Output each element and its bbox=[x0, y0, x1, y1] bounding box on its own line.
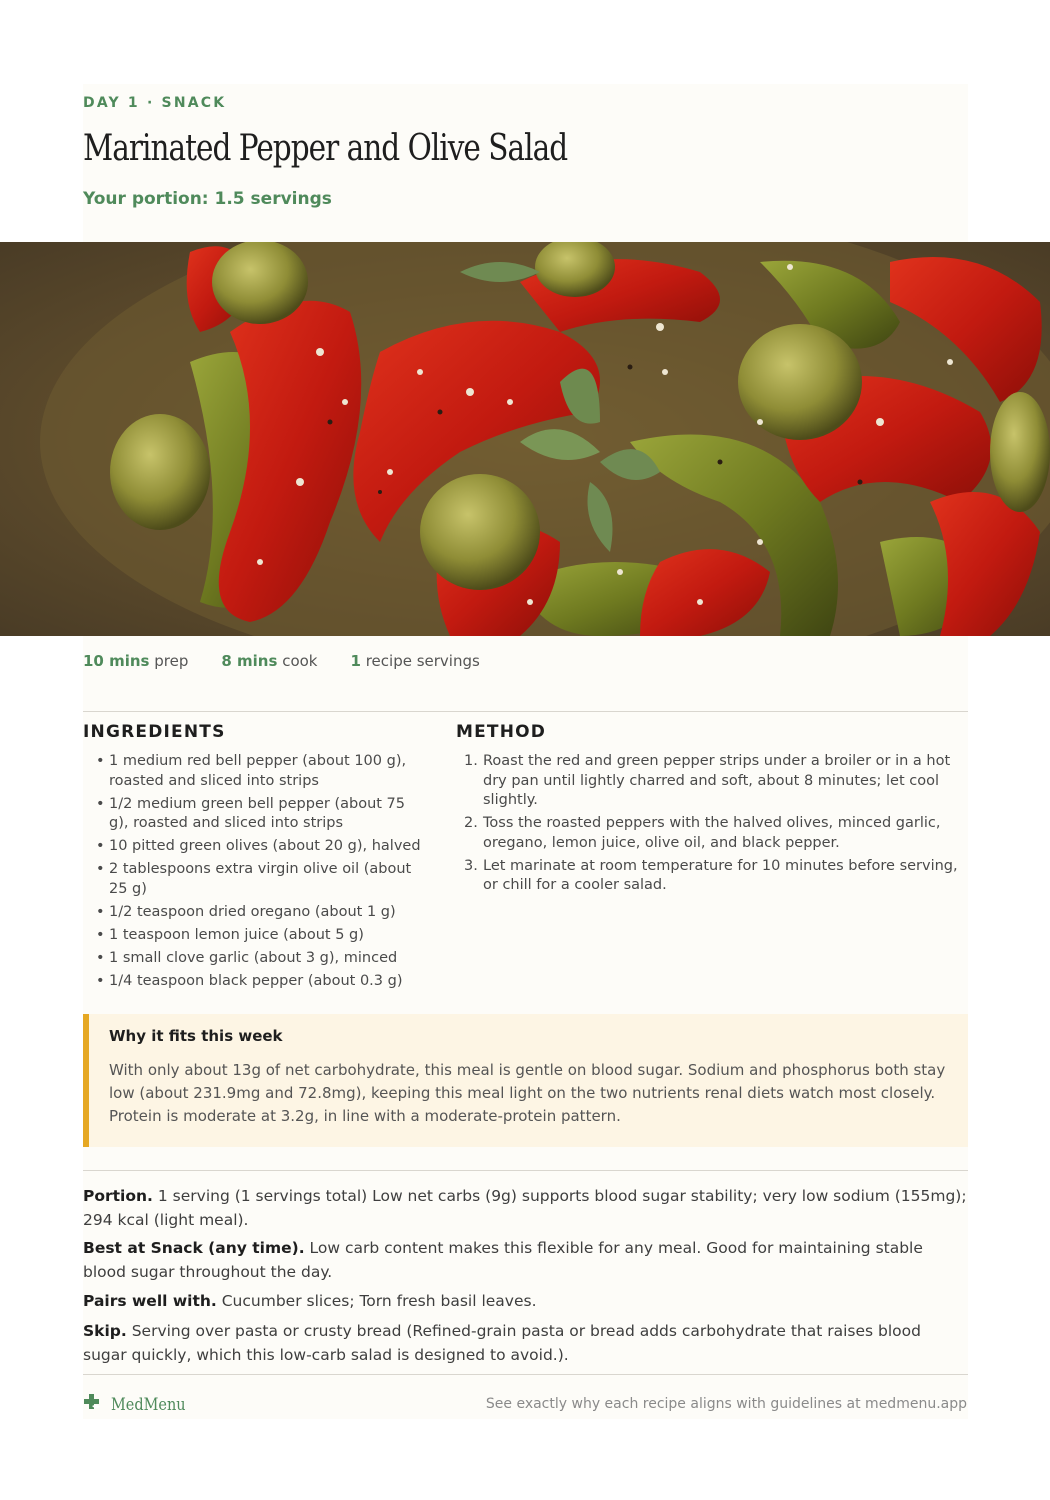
callout-title: Why it fits this week bbox=[109, 1027, 283, 1045]
ingredient-item: • 1 teaspoon lemon juice (about 5 g) bbox=[96, 926, 428, 946]
portion-label: Your portion: 1.5 servings bbox=[83, 189, 332, 209]
recipe-servings: 1 recipe servings bbox=[350, 652, 480, 670]
footer-link-text: See exactly why each recipe aligns with guidelines at medmenu.app bbox=[485, 1396, 967, 1412]
ingredient-item: • 1/4 teaspoon black pepper (about 0.3 g) bbox=[96, 972, 428, 992]
prep-time: 10 mins prep bbox=[83, 652, 189, 670]
portion-note: Portion. 1 serving (1 servings total) Low net carbs (9g) supports blood sugar stability; very low sodium (155mg); 294 kcal (light meal). bbox=[83, 1187, 967, 1229]
pairs-note: Pairs well with. Cucumber slices; Torn fresh basil leaves. bbox=[83, 1292, 537, 1310]
recipe-stats bbox=[83, 652, 513, 670]
method-step: 1. Roast the red and green pepper strips under a broiler or in a hot dry pan until lightly charred and soft, about 8 minutes; let cool slightly. bbox=[464, 753, 951, 808]
method-step: 2. Toss the roasted peppers with the halved olives, minced garlic, oregano, lemon juice, olive oil, and black pepper. bbox=[464, 815, 941, 851]
method-step: 3. Let marinate at room temperature for 10 minutes before serving, or chill for a cooler salad. bbox=[464, 857, 958, 894]
method-heading: METHOD bbox=[456, 722, 547, 742]
ingredient-item: • 1/2 teaspoon dried oregano (about 1 g) bbox=[96, 903, 428, 923]
why-it-fits-callout bbox=[83, 1014, 968, 1147]
ingredient-item: • 10 pitted green olives (about 20 g), halved bbox=[96, 837, 428, 857]
recipe-photo bbox=[0, 242, 1050, 636]
ingredient-item: • 1/2 medium green bell pepper (about 75 g), roasted and sliced into strips bbox=[96, 795, 428, 834]
cook-time: 8 mins cook bbox=[221, 652, 318, 670]
best-time-note: Best at Snack (any time). Low carb content makes this flexible for any meal. Good for maintaining stable blood sugar throughout the day. bbox=[83, 1239, 923, 1281]
ingredient-item: • 2 tablespoons extra virgin olive oil (about 25 g) bbox=[96, 860, 428, 899]
skip-note: Skip. Serving over pasta or crusty bread (Refined-grain pasta or bread adds carbohydrate that raises blood sugar quickly, which this low-carb salad is designed to avoid.). bbox=[83, 1322, 921, 1364]
recipe-title: Marinated Pepper and Olive Salad bbox=[83, 128, 568, 169]
divider bbox=[83, 1374, 968, 1375]
ingredient-item: • 1 medium red bell pepper (about 100 g), roasted and sliced into strips bbox=[96, 752, 428, 791]
callout-body: With only about 13g of net carbohydrate, this meal is gentle on blood sugar. Sodium and phosphorus both stay low (about 231.9mg and 72.8mg), keeping this meal light on the two nutrients renal diets watch most closely. Protein is moderate at 3.2g, in line with a moderate-protein pattern. bbox=[109, 1061, 946, 1125]
ingredients-heading: INGREDIENTS bbox=[83, 722, 226, 742]
day-meal-label: DAY 1 · SNACK bbox=[83, 95, 227, 111]
divider bbox=[83, 711, 968, 712]
ingredient-item: • 1 small clove garlic (about 3 g), minced bbox=[96, 949, 428, 969]
ingredients-list bbox=[96, 752, 428, 995]
medical-cross-leaf-icon bbox=[83, 1393, 101, 1416]
divider bbox=[83, 1170, 968, 1171]
brand-name: MedMenu bbox=[111, 1394, 186, 1415]
method-list bbox=[464, 752, 964, 899]
brand-logo bbox=[83, 1393, 199, 1416]
